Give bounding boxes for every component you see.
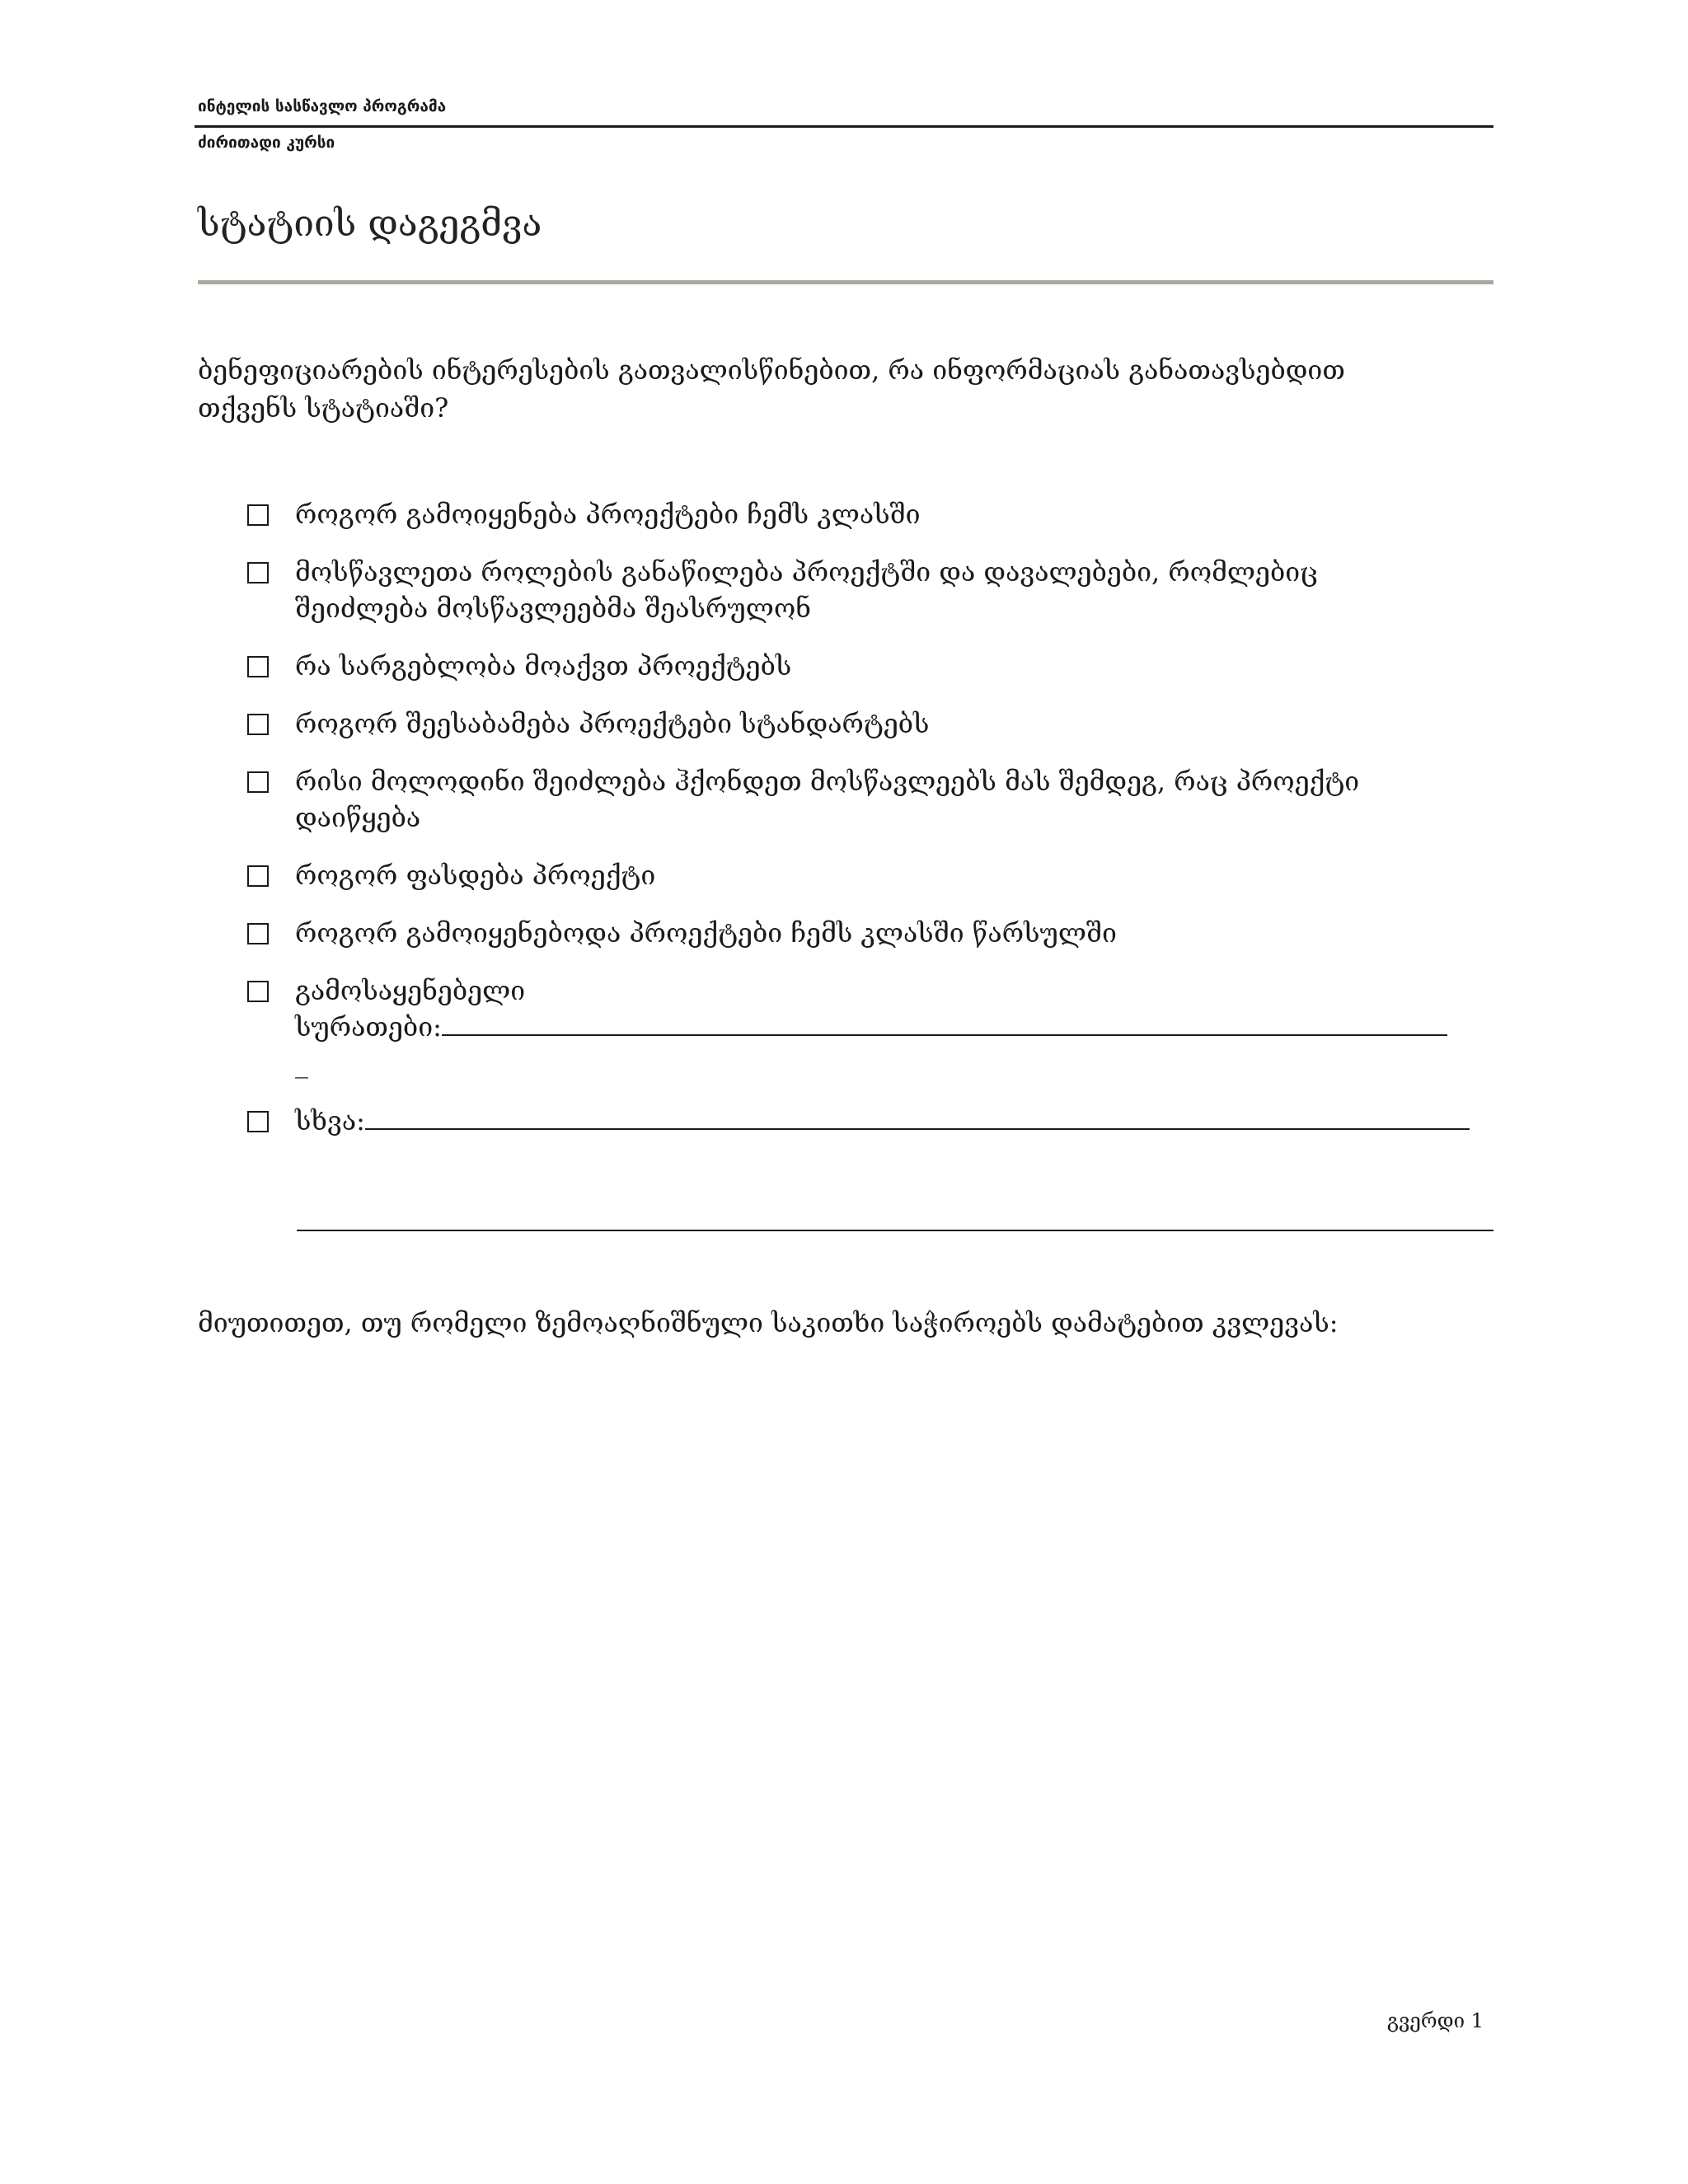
images-field-label: სურათები: <box>295 1011 442 1043</box>
checklist-item-label-cont: შეიძლება მოსწავლეებმა შეასრულონ <box>295 593 811 624</box>
checkbox[interactable] <box>247 981 269 1002</box>
checklist-item-label: როგორ შეესაბამება პროექტები სტანდარტებს <box>295 708 930 739</box>
checkbox[interactable] <box>247 562 269 583</box>
checklist-item-label-cont: დაიწყება <box>295 802 421 833</box>
other-field-row <box>295 1103 1500 1139</box>
page-title: სტატიის დაგეგმვა <box>198 203 542 245</box>
images-field-row <box>295 1009 1500 1045</box>
checkbox[interactable] <box>247 865 269 887</box>
question-line-2: თქვენს სტატიაში? <box>198 392 449 424</box>
checklist-item <box>247 648 1500 684</box>
checklist-item <box>247 554 1500 626</box>
header-divider <box>195 125 1493 128</box>
checklist-item <box>247 857 1500 893</box>
checkbox[interactable] <box>247 923 269 944</box>
checkbox[interactable] <box>247 656 269 677</box>
title-divider <box>198 280 1493 284</box>
checklist-item <box>247 496 1500 532</box>
images-field-overflow: _ <box>295 1047 308 1079</box>
checklist-item <box>247 1103 1500 1139</box>
question-text <box>198 351 1500 427</box>
checklist-item-label: როგორ ფასდება პროექტი <box>295 860 656 891</box>
checklist-item-label: რისი მოლოდინი შეიძლება ჰქონდეთ მოსწავლეებს მას შემდეგ, რაც პროექტი <box>295 766 1360 797</box>
checklist-item <box>247 763 1500 836</box>
other-fill-line[interactable] <box>365 1104 1470 1130</box>
checkbox[interactable] <box>247 771 269 793</box>
checkbox[interactable] <box>247 714 269 735</box>
checklist-item <box>247 972 1500 1081</box>
checkbox[interactable] <box>247 504 269 526</box>
checklist-item-label: როგორ გამოიყენებოდა პროექტები ჩემს კლასში წარსულში <box>295 917 1117 949</box>
checkbox[interactable] <box>247 1111 269 1132</box>
topic-checklist <box>247 496 1500 1139</box>
images-fill-line[interactable] <box>442 1010 1447 1036</box>
checklist-item-label: რა სარგებლობა მოაქვთ პროექტებს <box>295 650 792 682</box>
checklist-item-label: გამოსაყენებელი <box>295 975 526 1006</box>
header-program: ინტელის სასწავლო პროგრამა <box>198 97 447 115</box>
checklist-item-label: როგორ გამოიყენება პროექტები ჩემს კლასში <box>295 499 921 530</box>
additional-fill-line[interactable] <box>297 1230 1493 1231</box>
page-number: გვერდი 1 <box>1386 2009 1484 2032</box>
checklist-item <box>247 705 1500 742</box>
checklist-item-label: მოსწავლეთა როლების განაწილება პროექტში და დავალებები, რომლებიც <box>295 556 1318 588</box>
checklist-item <box>247 915 1500 951</box>
question-line-1: ბენეფიციარების ინტერესების გათვალისწინებით, რა ინფორმაციას განათავსებდით <box>198 354 1345 386</box>
header-course: ძირითადი კურსი <box>198 134 335 152</box>
research-instruction: მიუთითეთ, თუ რომელი ზემოაღნიშნული საკითხი საჭიროებს დამატებით კვლევას: <box>198 1307 1339 1338</box>
other-field-label: სხვა: <box>295 1105 365 1137</box>
